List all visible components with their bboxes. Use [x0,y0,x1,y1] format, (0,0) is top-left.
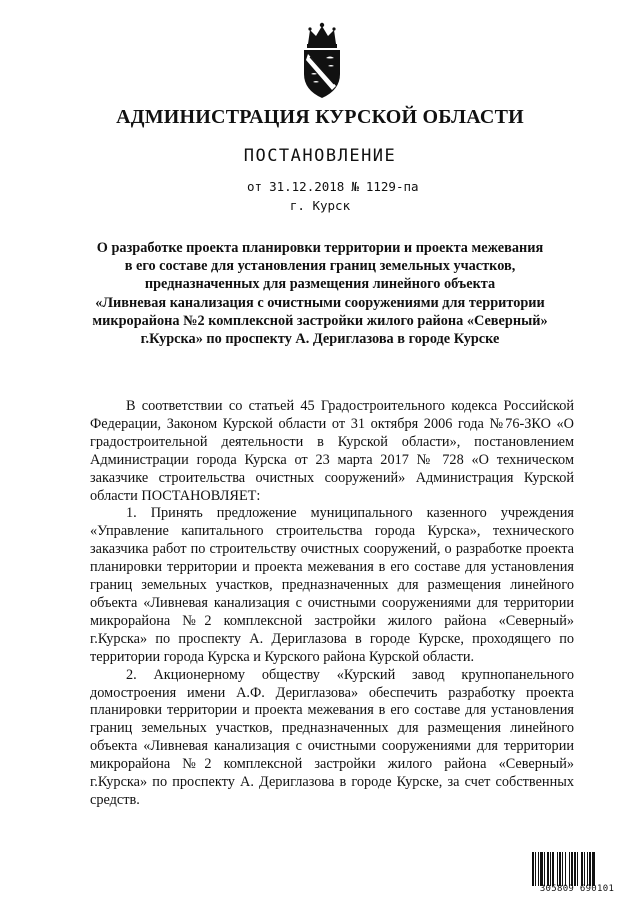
document-date: 31.12.2018 [269,179,345,194]
title-line: микрорайона №2 комплексной застройки жилого района «Северный» [92,312,548,329]
number-sign: № [351,179,359,194]
barcode-bar [589,852,591,886]
kursk-coat-of-arms-icon [298,22,346,100]
document-type: ПОСТАНОВЛЕНИЕ [243,146,397,166]
date-prefix: от [247,179,263,194]
date-number-line [247,179,426,194]
barcode-bar [562,852,563,886]
barcode-bar [544,852,545,886]
barcode-bar [557,852,558,886]
title-line: г.Курска» по проспекту А. Дериглазова в городе Курске [140,331,500,348]
barcode-bar [540,852,543,886]
document-title [0,239,640,348]
title-line: в его составе для установления границ земельных участков, [124,258,516,275]
organization-name: АДМИНИСТРАЦИЯ КУРСКОЙ ОБЛАСТИ [116,106,524,128]
barcode-number: 305809 690101 [539,884,615,894]
barcode-bar [565,852,566,886]
barcode-bar [584,852,585,886]
city-name: г. Курск [289,198,351,213]
barcode-bar [592,852,595,886]
title-line: «Ливневая канализация с очистными сооружениями для территории [95,294,545,311]
barcode-icon [531,852,623,886]
barcode-bar [577,852,578,886]
barcode-bar [535,852,536,886]
barcode-bar [581,852,583,886]
barcode-bar [552,852,554,886]
barcode-bar [559,852,561,886]
preamble-paragraph: В соответствии со статьей 45 Градостроительного кодекса Российской Федерации, Законом Курской области от 31 октября 2006 года №76-ЗКО «О градостроительной деятельности в Курской области», постановлением Администрации города Курска от 23 марта 2017 № 728 «О техническом заказчике строительства очистных сооружений» Администрация Курской области ПОСТАНОВЛЯЕТ: [90,398,574,504]
barcode-bar [574,852,576,886]
barcode-bar [532,852,534,886]
item-2-paragraph: 2. Акционерному обществу «Курский завод крупнопанельного домостроения имени А.Ф. Дериглазова» обеспечить разработку проекта планировки территории и проекта межевания в его составе для установления границ земельных участков, предназначенных для размещения линейного объекта «Ливневая канализация с очистными сооружениями для территории микрорайона №2 комплексной застройки жилого района «Северный» г.Курска» по проспекту А. Дериглазова в городе Курске, за счет собственных средств. [90,666,574,808]
barcode-bar [547,852,549,886]
barcode-bar [569,852,570,886]
document-number: 1129-па [365,179,419,194]
barcode-bar [587,852,588,886]
title-line: О разработке проекта планировки территории и проекта межевания [96,240,544,256]
barcode-bar [538,852,539,886]
item-1-paragraph: 1. Принять предложение муниципального казенного учреждения «Управление капитального строительства города Курска», технического заказчика работ по строительству очистных сооружений, о разработке проекта планировки территории и проекта межевания в его составе для установления границ земельных участков, предназначенных для размещения линейного объекта «Ливневая канализация с очистными сооружениями для территории микрорайона №2 комплексной застройки жилого района «Северный» г.Курска» по проспекту А. Дериглазова в городе Курске, проходящего по территории города Курска и Курского района Курской области. [90,505,574,665]
document-body [90,398,574,810]
title-line: предназначенных для размещения линейного объекта [144,276,496,293]
barcode-bar [571,852,573,886]
barcode-bar [550,852,551,886]
